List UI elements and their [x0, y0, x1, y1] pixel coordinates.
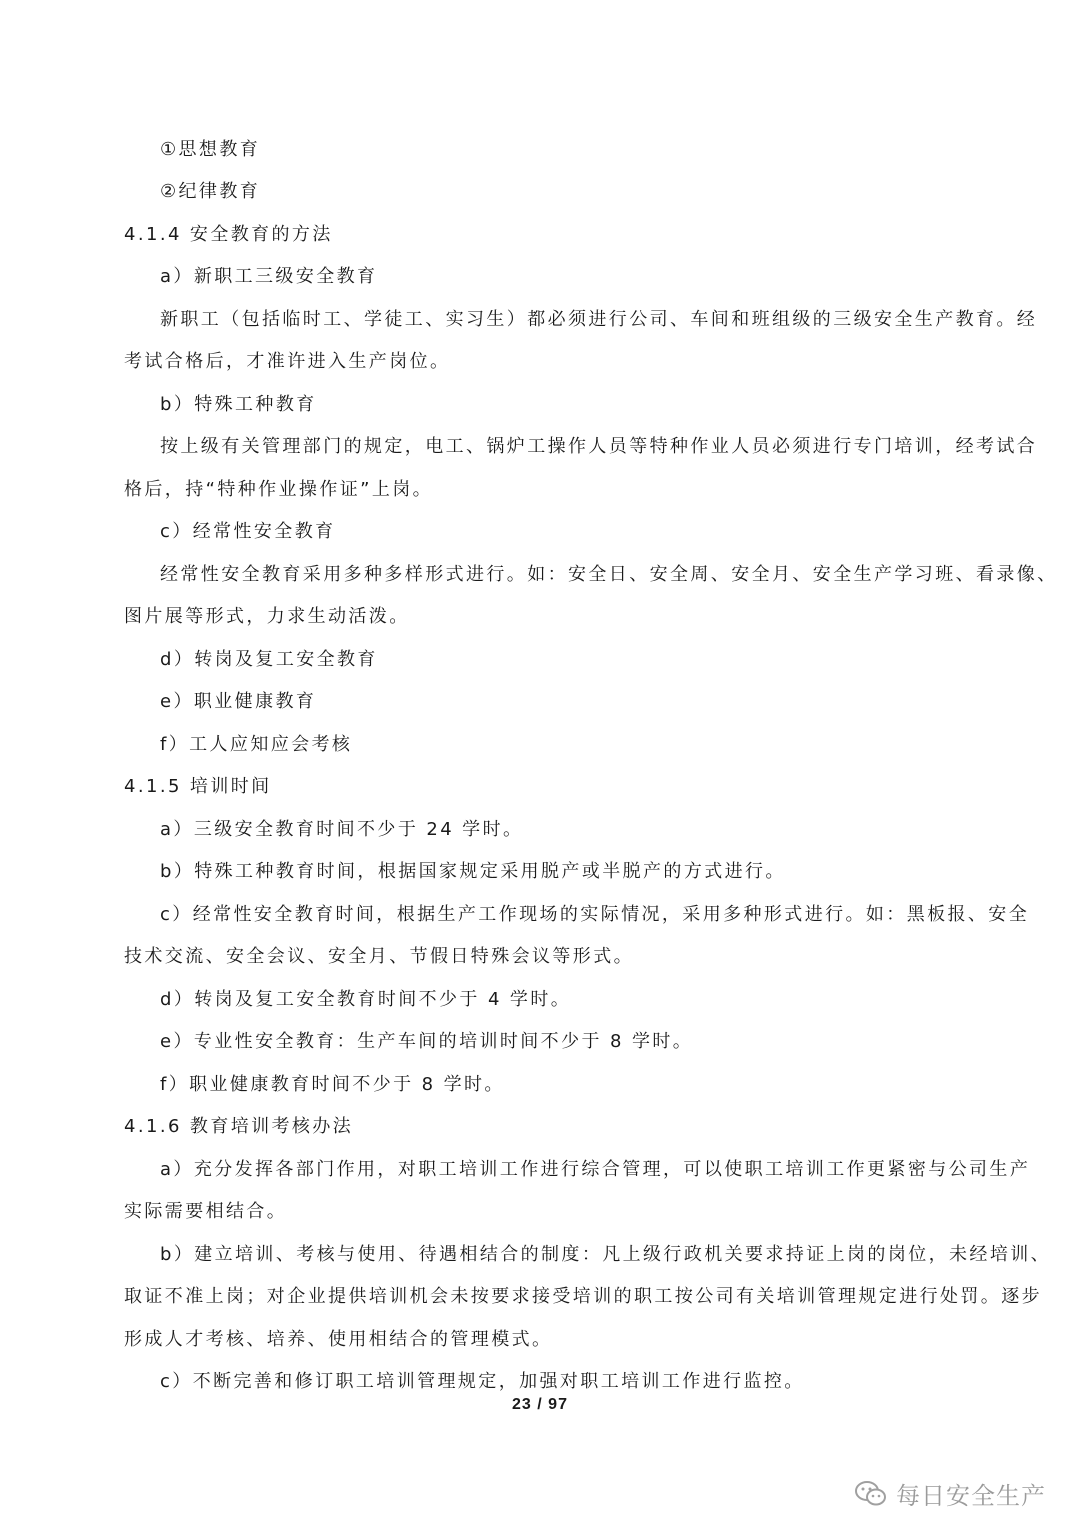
text-line: f）职业健康教育时间不少于 8 学时。: [160, 1074, 505, 1095]
text-line: 经常性安全教育采用多种多样形式进行。如：安全日、安全周、安全月、安全生产学习班、看录像、: [160, 564, 1058, 585]
watermark-text: 每日安全生产: [896, 1482, 1046, 1510]
text-line: 格后，持“特种作业操作证”上岗。: [124, 479, 434, 500]
text-line: 技术交流、安全会议、安全月、节假日特殊会议等形式。: [124, 946, 634, 967]
text-line: 新职工（包括临时工、学徒工、实习生）都必须进行公司、车间和班组级的三级安全生产教育。经: [160, 309, 1038, 330]
section-heading: 4.1.5 培训时间: [124, 776, 272, 797]
text-line: a）新职工三级安全教育: [160, 266, 378, 287]
text-line: c）不断完善和修订职工培训管理规定，加强对职工培训工作进行监控。: [160, 1371, 805, 1392]
text-line: b）特殊工种教育: [160, 394, 317, 415]
text-line: b）建立培训、考核与使用、待遇相结合的制度：凡上级行政机关要求持证上岗的岗位，未经培训、: [160, 1244, 1052, 1265]
text-line: ②纪律教育: [160, 181, 261, 202]
text-line: 图片展等形式，力求生动活泼。: [124, 606, 410, 627]
page-number: 23 / 97: [512, 1396, 568, 1413]
text-line: 按上级有关管理部门的规定，电工、锅炉工操作人员等特种作业人员必须进行专门培训，经考试合: [160, 436, 1038, 457]
wechat-icon: [854, 1479, 888, 1509]
text-line: d）转岗及复工安全教育: [160, 649, 378, 670]
text-line: d）转岗及复工安全教育时间不少于 4 学时。: [160, 989, 572, 1010]
section-heading: 4.1.4 安全教育的方法: [124, 224, 333, 245]
text-line: f）工人应知应会考核: [160, 734, 353, 755]
text-line: 形成人才考核、培养、使用相结合的管理模式。: [124, 1329, 553, 1350]
text-line: a）三级安全教育时间不少于 24 学时。: [160, 819, 524, 840]
text-line: b）特殊工种教育时间，根据国家规定采用脱产或半脱产的方式进行。: [160, 861, 786, 882]
text-line: c）经常性安全教育时间，根据生产工作现场的实际情况，采用多种形式进行。如：黑板报、安全: [160, 904, 1030, 925]
text-line: c）经常性安全教育: [160, 521, 336, 542]
text-line: e）职业健康教育: [160, 691, 317, 712]
watermark: [854, 1476, 1046, 1511]
text-line: 考试合格后，才准许进入生产岗位。: [124, 351, 451, 372]
text-line: e）专业性安全教育：生产车间的培训时间不少于 8 学时。: [160, 1031, 694, 1052]
text-line: a）充分发挥各部门作用，对职工培训工作进行综合管理，可以使职工培训工作更紧密与公司生产: [160, 1159, 1031, 1180]
text-line: 取证不准上岗；对企业提供培训机会未按要求接受培训的职工按公司有关培训管理规定进行处罚。逐步: [124, 1286, 1042, 1307]
text-line: 实际需要相结合。: [124, 1201, 288, 1222]
text-line: ①思想教育: [160, 139, 261, 160]
section-heading: 4.1.6 教育培训考核办法: [124, 1116, 354, 1137]
